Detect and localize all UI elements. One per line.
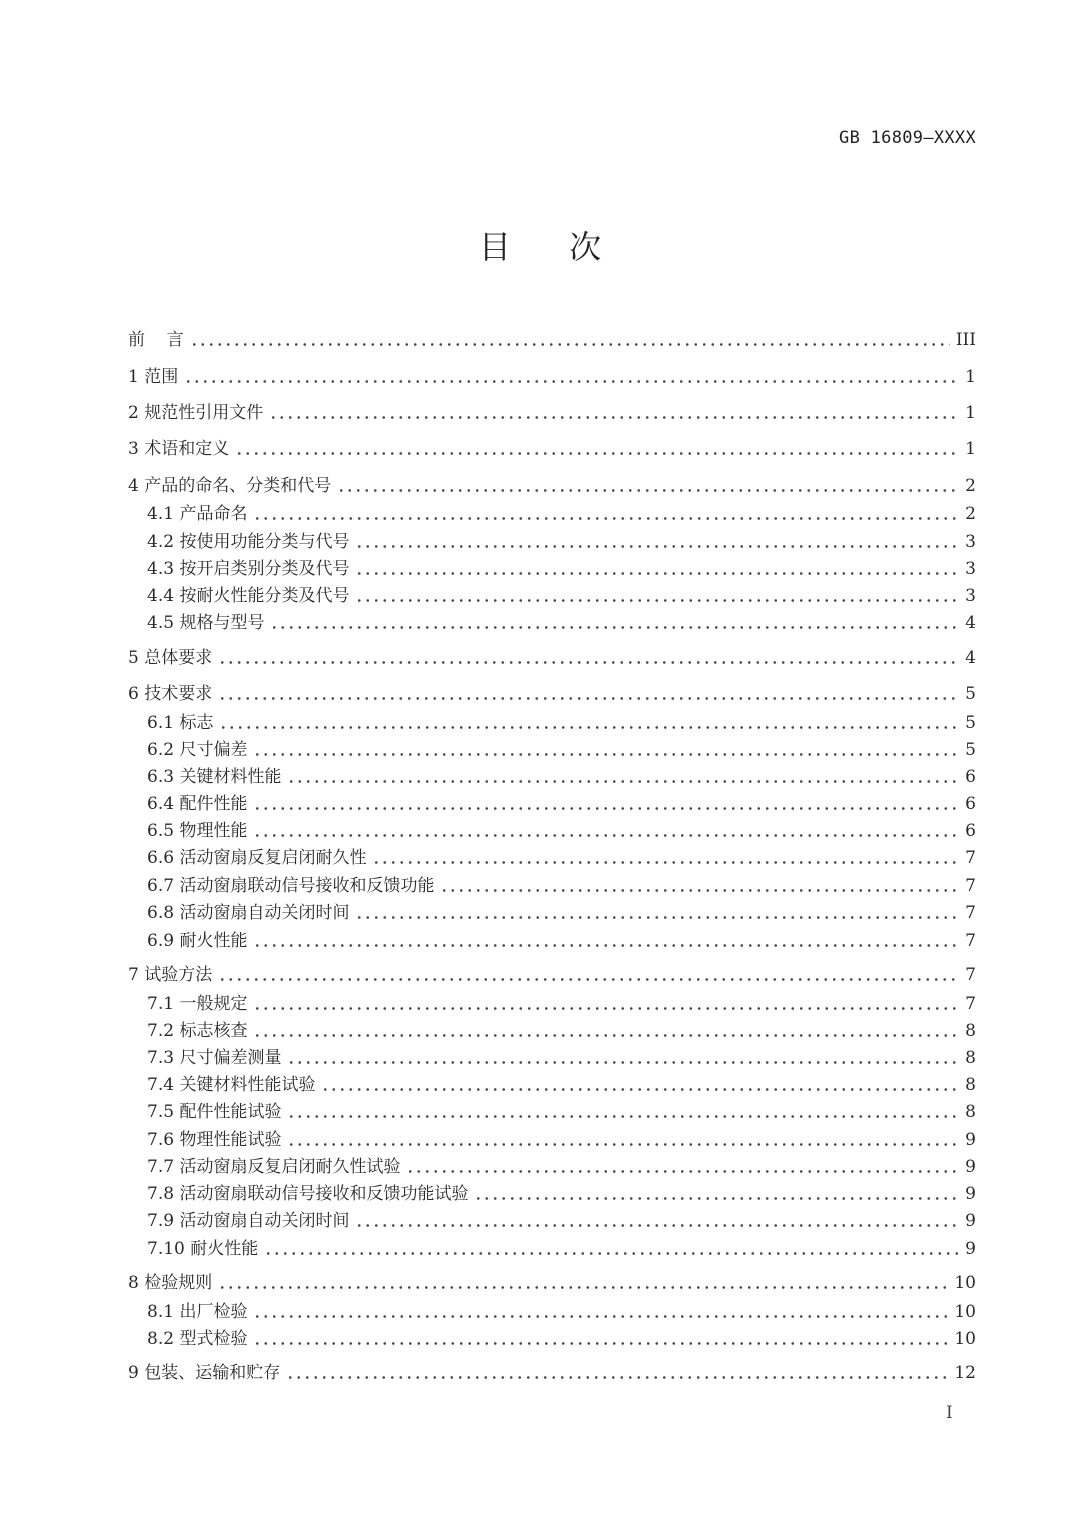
toc-entry-page: 5	[965, 684, 976, 704]
toc-dot-leader	[286, 1376, 948, 1379]
toc-dot-leader	[235, 452, 959, 455]
toc-dot-leader	[287, 1061, 959, 1064]
toc-entry-label: 4.5 规格与型号	[147, 613, 265, 633]
toc-dot-leader	[355, 599, 959, 602]
toc-entry-page: 7	[965, 965, 976, 985]
toc-entry[interactable]	[128, 1360, 976, 1386]
toc-entry[interactable]	[147, 1045, 976, 1071]
toc-entry[interactable]	[147, 791, 976, 817]
toc-entry-label: 8.2 型式检验	[147, 1329, 248, 1349]
toc-entry[interactable]	[147, 1072, 976, 1098]
toc-entry[interactable]	[147, 501, 976, 527]
toc-entry-page: 8	[965, 1048, 976, 1068]
toc-entry[interactable]	[147, 556, 976, 582]
toc-entry-page: 8	[965, 1102, 976, 1122]
toc-entry-page: 9	[965, 1130, 976, 1150]
toc-dot-leader	[355, 545, 959, 548]
toc-entry[interactable]	[128, 681, 976, 707]
toc-dot-leader	[253, 753, 959, 756]
toc-dot-leader	[287, 1115, 959, 1118]
toc-entry-page: 9	[965, 1239, 976, 1259]
toc-dot-leader	[321, 1088, 959, 1091]
toc-entry[interactable]	[147, 529, 976, 555]
toc-entry-page: 5	[965, 740, 976, 760]
toc-entry-label: 7.8 活动窗扇联动信号接收和反馈功能试验	[147, 1184, 469, 1204]
toc-entry-label: 前 言	[128, 330, 184, 350]
toc-entry[interactable]	[147, 845, 976, 871]
toc-entry-page: III	[955, 330, 976, 350]
page-number: I	[946, 1403, 953, 1423]
toc-dot-leader	[253, 1342, 948, 1345]
toc-dot-leader	[406, 1170, 959, 1173]
toc-entry[interactable]	[147, 764, 976, 790]
toc-entry-page: 6	[965, 794, 976, 814]
toc-entry-page: 6	[965, 767, 976, 787]
toc-entry-page: 6	[965, 821, 976, 841]
toc-entry[interactable]	[147, 583, 976, 609]
toc-entry-page: 7	[965, 848, 976, 868]
toc-dot-leader	[218, 697, 959, 700]
toc-dot-leader	[190, 343, 950, 346]
toc-dot-leader	[253, 1034, 959, 1037]
toc-entry-label: 8.1 出厂检验	[147, 1302, 248, 1322]
toc-entry-label: 4.1 产品命名	[147, 504, 248, 524]
toc-dot-leader	[264, 1252, 959, 1255]
toc-dot-leader	[287, 1143, 959, 1146]
toc-entry[interactable]	[147, 737, 976, 763]
toc-entry[interactable]	[147, 1018, 976, 1044]
toc-entry-label: 6.4 配件性能	[147, 794, 248, 814]
toc-entry[interactable]	[128, 1270, 976, 1296]
toc-entry-label: 7.7 活动窗扇反复启闭耐久性试验	[147, 1157, 401, 1177]
toc-entry-page: 1	[965, 439, 976, 459]
toc-entry[interactable]	[147, 1299, 976, 1325]
toc-entry-page: 9	[965, 1211, 976, 1231]
toc-dot-leader	[287, 780, 959, 783]
toc-entry-page: 9	[965, 1157, 976, 1177]
toc-entry[interactable]	[128, 364, 976, 390]
toc-entry-label: 6.7 活动窗扇联动信号接收和反馈功能	[147, 876, 435, 896]
toc-entry[interactable]	[147, 818, 976, 844]
toc-entry-label: 7.1 一般规定	[147, 994, 248, 1014]
toc-entry-page: 7	[965, 931, 976, 951]
toc-entry-page: 7	[965, 903, 976, 923]
toc-entry[interactable]	[147, 710, 976, 736]
toc-entry-label: 7.10 耐火性能	[147, 1239, 259, 1259]
toc-entry-page: 5	[965, 713, 976, 733]
toc-entry[interactable]	[128, 436, 976, 462]
toc-entry-label: 2 规范性引用文件	[128, 403, 264, 423]
toc-entry-label: 6.9 耐火性能	[147, 931, 248, 951]
table-of-contents	[128, 0, 976, 1527]
toc-entry-label: 7.5 配件性能试验	[147, 1102, 282, 1122]
toc-entry-label: 4.4 按耐火性能分类及代号	[147, 586, 350, 606]
toc-entry-page: 2	[965, 476, 976, 496]
toc-dot-leader	[355, 916, 959, 919]
toc-dot-leader	[253, 1315, 948, 1318]
toc-entry-page: 7	[965, 994, 976, 1014]
toc-dot-leader	[253, 1007, 959, 1010]
toc-dot-leader	[440, 889, 959, 892]
toc-dot-leader	[218, 661, 959, 664]
toc-entry-label: 6.1 标志	[147, 713, 214, 733]
toc-entry-page: 10	[954, 1302, 976, 1322]
toc-entry[interactable]	[147, 1208, 976, 1234]
toc-entry-label: 6.8 活动窗扇自动关闭时间	[147, 903, 350, 923]
toc-entry[interactable]	[147, 1099, 976, 1125]
toc-entry-label: 7.3 尺寸偏差测量	[147, 1048, 282, 1068]
toc-entry[interactable]	[128, 962, 976, 988]
toc-entry-label: 9 包装、运输和贮存	[128, 1363, 281, 1383]
toc-entry-page: 8	[965, 1021, 976, 1041]
toc-dot-leader	[253, 807, 959, 810]
toc-entry-label: 7.2 标志核查	[147, 1021, 248, 1041]
toc-dot-leader	[355, 1224, 959, 1227]
toc-entry-page: 9	[965, 1184, 976, 1204]
toc-entry-page: 3	[965, 559, 976, 579]
toc-entry-page: 2	[965, 504, 976, 524]
toc-dot-leader	[337, 489, 959, 492]
toc-entry-page: 1	[965, 367, 976, 387]
toc-entry-label: 1 范围	[128, 367, 179, 387]
toc-entry[interactable]	[147, 1236, 976, 1262]
toc-dot-leader	[253, 834, 959, 837]
toc-entry-label: 4.2 按使用功能分类与代号	[147, 532, 350, 552]
toc-title: 目 次	[478, 228, 626, 266]
toc-entry-page: 10	[954, 1329, 976, 1349]
toc-dot-leader	[218, 1286, 948, 1289]
toc-entry[interactable]	[128, 400, 976, 426]
toc-dot-leader	[270, 626, 959, 629]
toc-entry-page: 10	[954, 1273, 976, 1293]
toc-dot-leader	[253, 517, 959, 520]
toc-entry-page: 3	[965, 586, 976, 606]
toc-dot-leader	[269, 416, 959, 419]
toc-entry[interactable]	[147, 900, 976, 926]
toc-entry[interactable]	[147, 1326, 976, 1352]
toc-entry[interactable]	[128, 645, 976, 671]
toc-entry-page: 3	[965, 532, 976, 552]
toc-entry-page: 7	[965, 876, 976, 896]
toc-entry-label: 6 技术要求	[128, 684, 213, 704]
toc-dot-leader	[474, 1197, 959, 1200]
toc-entry-label: 6.5 物理性能	[147, 821, 248, 841]
toc-dot-leader	[219, 726, 959, 729]
toc-entry-label: 4 产品的命名、分类和代号	[128, 476, 332, 496]
toc-entry-label: 6.6 活动窗扇反复启闭耐久性	[147, 848, 367, 868]
toc-entry-label: 5 总体要求	[128, 648, 213, 668]
toc-dot-leader	[218, 978, 959, 981]
toc-entry[interactable]	[128, 473, 976, 499]
toc-dot-leader	[355, 572, 959, 575]
toc-entry-label: 6.3 关键材料性能	[147, 767, 282, 787]
toc-entry-page: 1	[965, 403, 976, 423]
toc-entry[interactable]	[147, 1154, 976, 1180]
toc-entry[interactable]	[147, 1181, 976, 1207]
toc-entry[interactable]	[147, 991, 976, 1017]
toc-entry-label: 7.9 活动窗扇自动关闭时间	[147, 1211, 350, 1231]
toc-entry[interactable]	[147, 610, 976, 636]
toc-entry[interactable]	[147, 873, 976, 899]
toc-entry[interactable]	[147, 928, 976, 954]
toc-entry-page: 12	[954, 1363, 976, 1383]
toc-entry-label: 3 术语和定义	[128, 439, 230, 459]
toc-entry-label: 6.2 尺寸偏差	[147, 740, 248, 760]
toc-entry-page: 8	[965, 1075, 976, 1095]
document-code: GB 16809—XXXX	[839, 128, 976, 148]
toc-entry-label: 7.4 关键材料性能试验	[147, 1075, 316, 1095]
toc-dot-leader	[253, 944, 959, 947]
toc-dot-leader	[184, 380, 959, 383]
toc-entry[interactable]	[147, 1127, 976, 1153]
toc-entry-label: 7 试验方法	[128, 965, 213, 985]
toc-dot-leader	[372, 861, 959, 864]
toc-entry-page: 4	[965, 648, 976, 668]
toc-entry-label: 7.6 物理性能试验	[147, 1130, 282, 1150]
toc-entry[interactable]	[128, 327, 976, 353]
toc-entry-label: 8 检验规则	[128, 1273, 213, 1293]
toc-entry-page: 4	[965, 613, 976, 633]
toc-entry-label: 4.3 按开启类别分类及代号	[147, 559, 350, 579]
